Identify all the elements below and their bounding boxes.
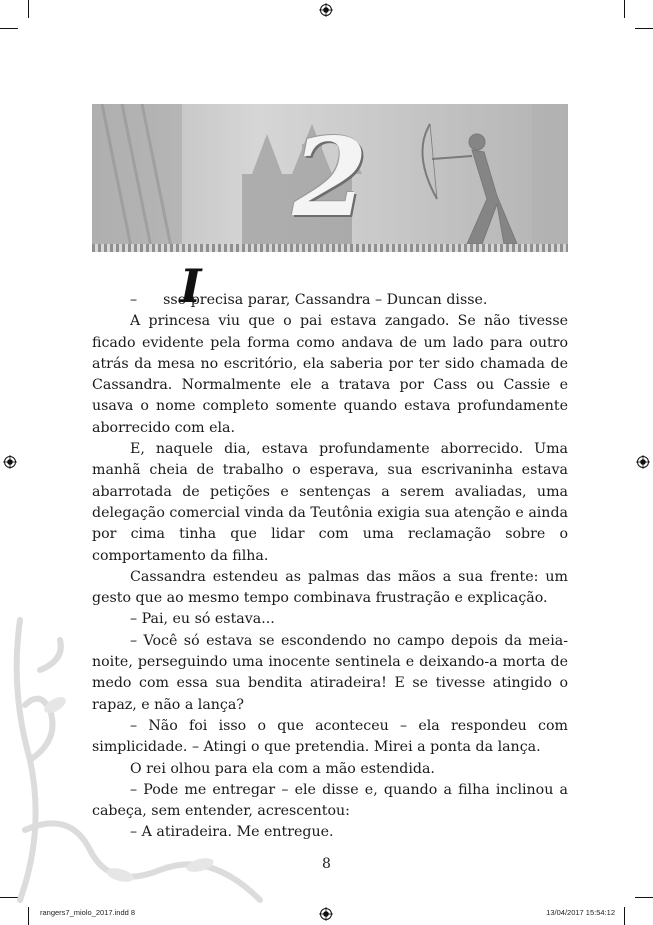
print-timestamp: 13/04/2017 15:54:12 — [546, 908, 615, 917]
paragraph: E, naquele dia, estava profundamente aborrecido. Uma manhã cheia de trabalho o esperava, sua escrivaninha estava abarrotada de petições e sentenças a serem avaliadas, uma delegação comercial vinda da Teutônia exigia sua atenção e ainda por cima tinha que lidar com uma reclamação sobre o comportamento da filha. — [92, 441, 568, 564]
opening-dash: – — [130, 292, 138, 308]
crop-mark — [624, 0, 625, 18]
crop-mark — [28, 0, 29, 18]
paragraph: – Você só estava se escondendo no campo depois da meia-noite, perseguindo uma inocente sentinela e deixando-a morta de medo com essa sua bendita atiradeira! E se tivesse atingido o rapaz, e não a lança? — [92, 632, 568, 713]
page-number: 8 — [322, 856, 331, 872]
chapter-banner — [92, 104, 568, 252]
paragraph: O rei olhou para ela com a mão estendida. — [130, 760, 435, 777]
paragraph: – Pai, eu só estava... — [130, 611, 275, 628]
chapter-number: 2 — [292, 115, 368, 241]
registration-mark-icon — [319, 907, 333, 921]
paragraph: – Não foi isso o que aconteceu – ela respondeu com simplicidade. – Atingi o que pretendia. Mirei a ponta da lança. — [92, 717, 568, 756]
registration-mark-icon — [319, 3, 333, 17]
paragraph: – Pode me entregar – ele disse e, quando a filha inclinou a cabeça, sem entender, acrescentou: — [92, 781, 568, 820]
crop-mark — [635, 28, 653, 29]
registration-mark-icon — [3, 455, 17, 469]
registration-mark-icon — [636, 455, 650, 469]
crop-mark — [0, 28, 18, 29]
crop-mark — [635, 897, 653, 898]
drop-cap: I — [180, 259, 202, 313]
paragraph — [92, 259, 568, 313]
print-file-label: rangers7_miolo_2017.indd 8 — [40, 908, 136, 917]
crop-mark — [624, 907, 625, 925]
paragraph: – A atiradeira. Me entregue. — [130, 824, 334, 841]
banner-border — [92, 244, 568, 252]
paragraph: Cassandra estendeu as palmas das mãos a sua frente: um gesto que ao mesmo tempo combinava frustração e explicação. — [92, 568, 568, 607]
paragraph-text: sso precisa parar, Cassandra – Duncan disse. — [163, 292, 488, 308]
paragraph: A princesa viu que o pai estava zangado. Se não tivesse ficado evidente pela forma como andava de um lado para outro atrás da mesa no escritório, ela saberia por ter sido chamada de Cassandra. Normalmente ele a tratava por Cass ou Cassie e usava o nome completo somente quando estava profundamente aborrecido com ela. — [92, 313, 568, 436]
